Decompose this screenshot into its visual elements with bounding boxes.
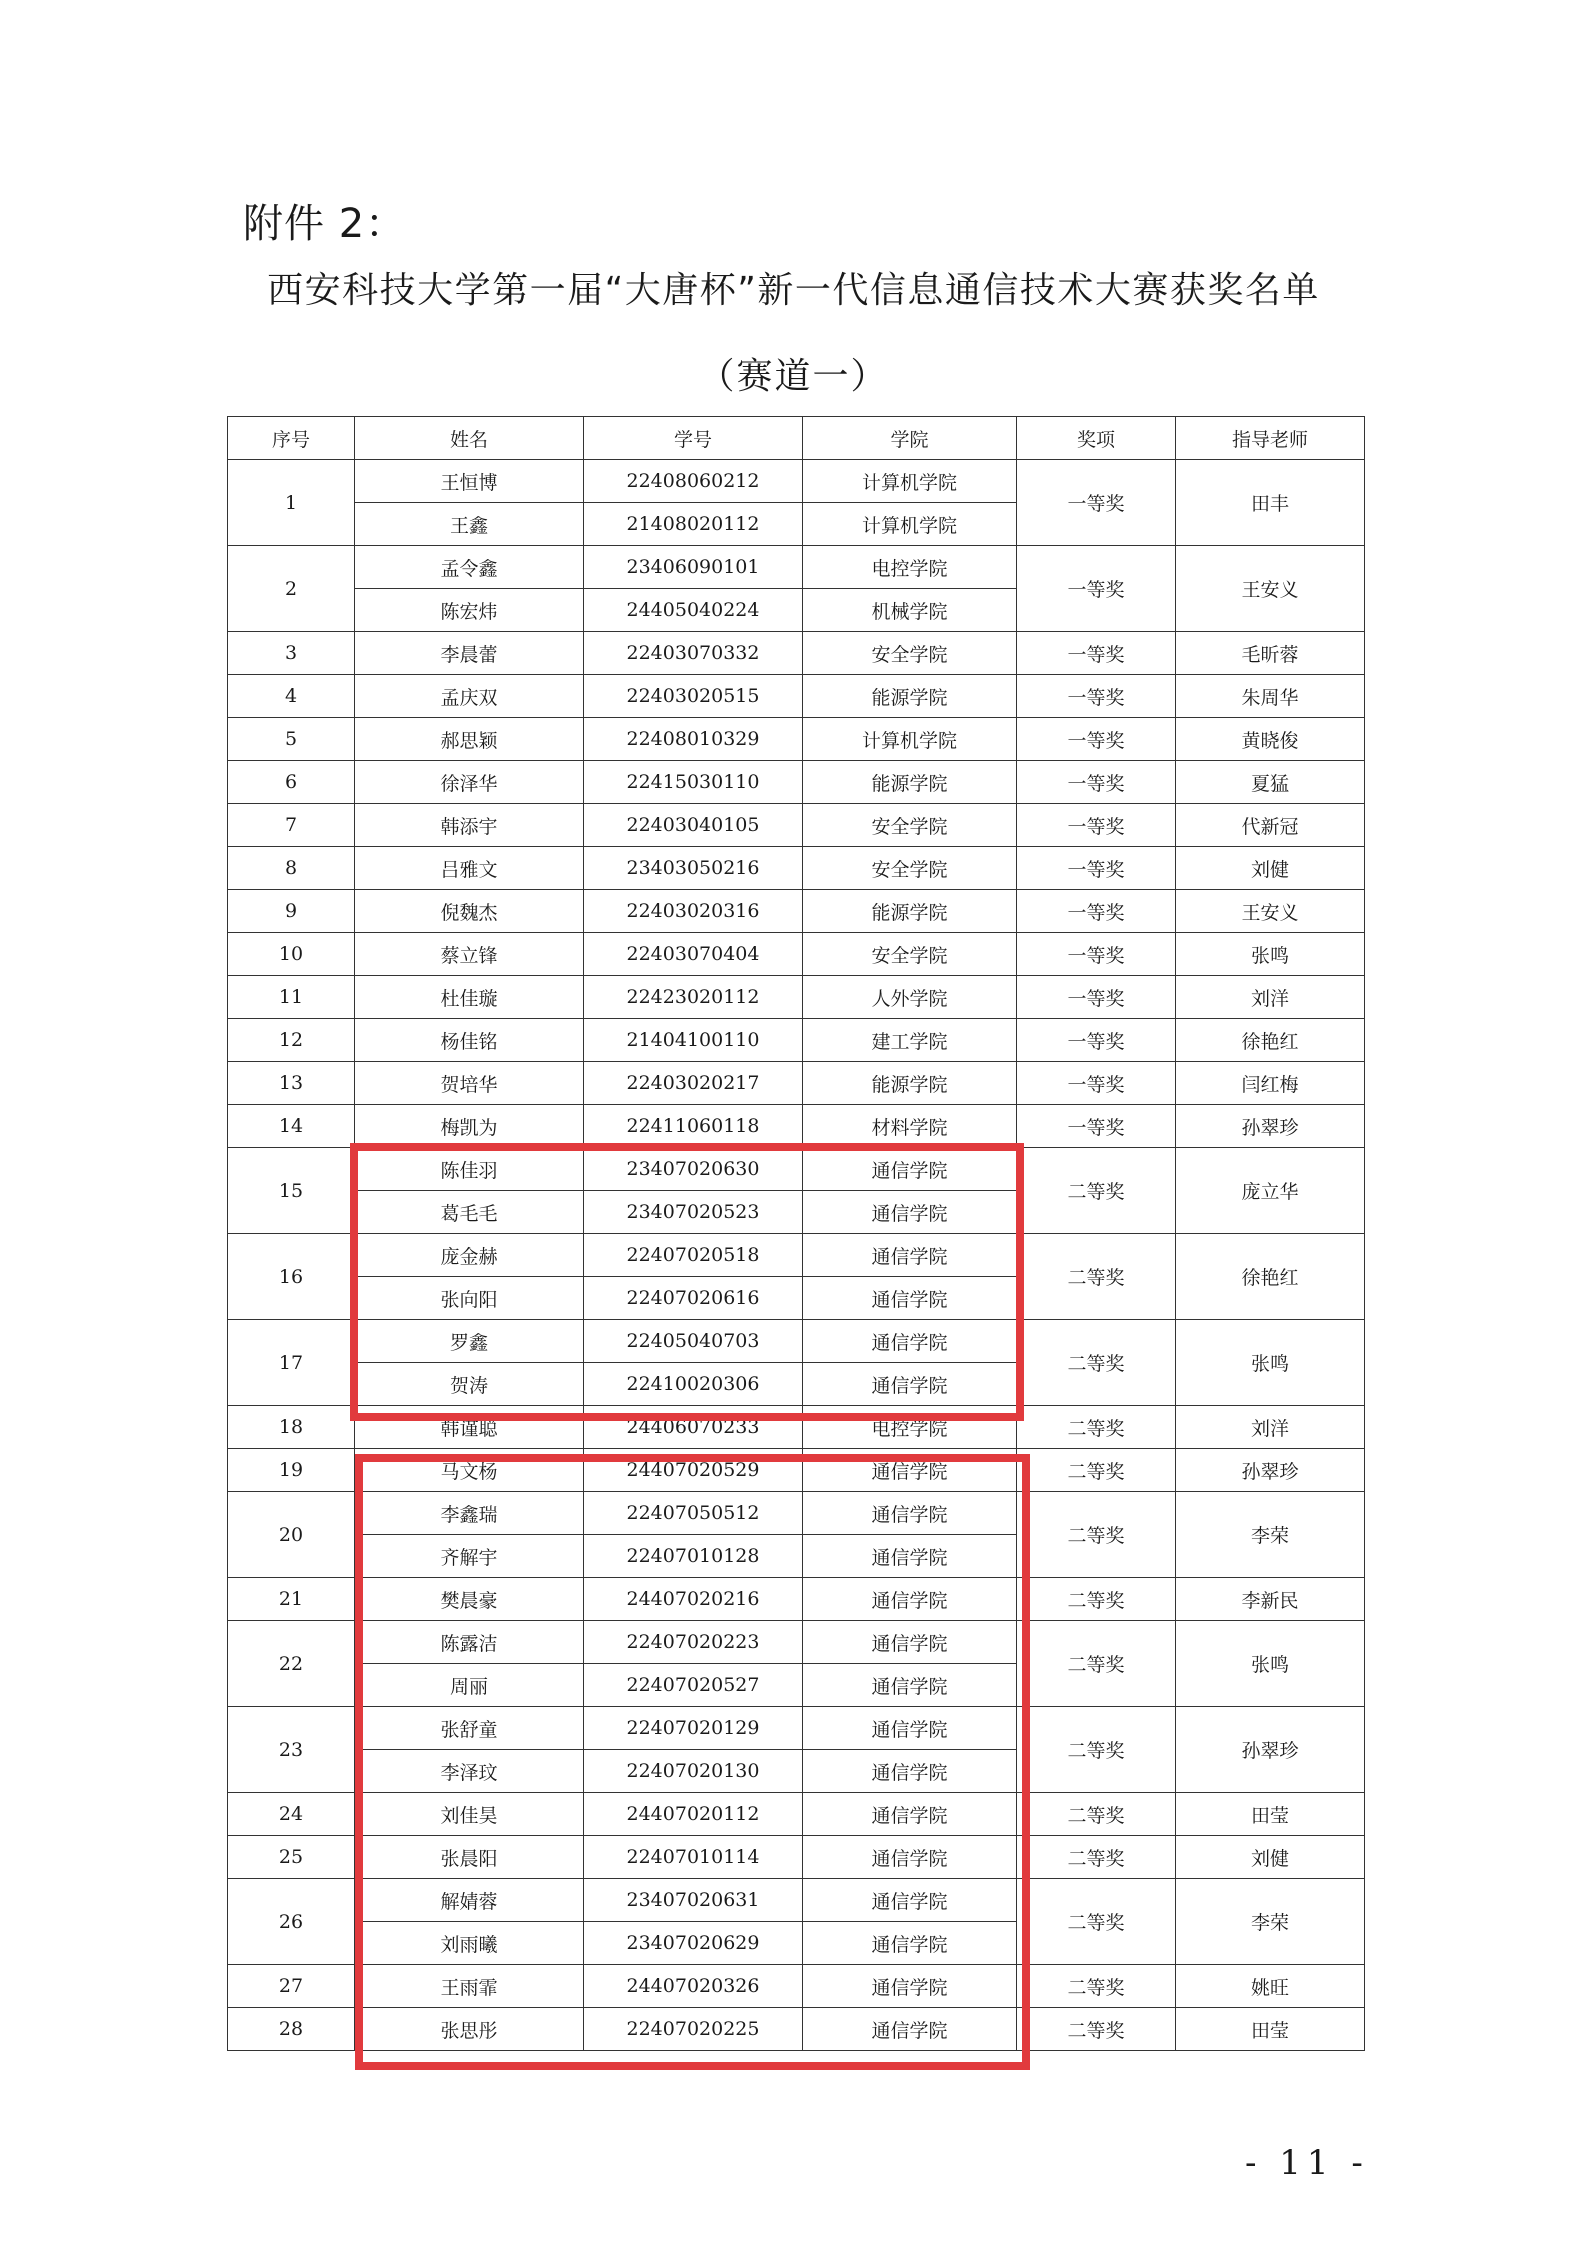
cell-college: 通信学院: [803, 1965, 1017, 2008]
cell-name: 王鑫: [355, 503, 584, 546]
table-row: [228, 1621, 1365, 1664]
cell-college: 通信学院: [803, 1234, 1017, 1277]
cell-award: 一等奖: [1017, 1019, 1176, 1062]
cell-college: 通信学院: [803, 1578, 1017, 1621]
cell-award: 二等奖: [1017, 1234, 1176, 1320]
table-row: [228, 718, 1365, 761]
cell-award: 一等奖: [1017, 890, 1176, 933]
cell-advisor: 代新冠: [1176, 804, 1365, 847]
cell-name: 陈佳羽: [355, 1148, 584, 1191]
cell-name: 郝思颖: [355, 718, 584, 761]
cell-award: 二等奖: [1017, 1406, 1176, 1449]
cell-name: 解婧蓉: [355, 1879, 584, 1922]
table-row: [228, 1492, 1365, 1535]
cell-student-id: 24407020216: [584, 1578, 803, 1621]
cell-no: 4: [228, 675, 355, 718]
cell-no: 9: [228, 890, 355, 933]
cell-award: 二等奖: [1017, 1965, 1176, 2008]
cell-award: 一等奖: [1017, 804, 1176, 847]
cell-award: 一等奖: [1017, 675, 1176, 718]
cell-award: 一等奖: [1017, 460, 1176, 546]
cell-name: 李泽玟: [355, 1750, 584, 1793]
cell-student-id: 22407020527: [584, 1664, 803, 1707]
cell-name: 罗鑫: [355, 1320, 584, 1363]
cell-student-id: 23407020629: [584, 1922, 803, 1965]
cell-college: 通信学院: [803, 1707, 1017, 1750]
cell-name: 王恒博: [355, 460, 584, 503]
cell-college: 通信学院: [803, 1664, 1017, 1707]
cell-student-id: 21404100110: [584, 1019, 803, 1062]
cell-advisor: 王安义: [1176, 546, 1365, 632]
cell-no: 21: [228, 1578, 355, 1621]
cell-college: 能源学院: [803, 675, 1017, 718]
header-advisor: 指导老师: [1176, 417, 1365, 460]
cell-advisor: 李荣: [1176, 1879, 1365, 1965]
cell-student-id: 22407020223: [584, 1621, 803, 1664]
table-row: [228, 2008, 1365, 2051]
cell-college: 通信学院: [803, 1363, 1017, 1406]
table-row: [228, 847, 1365, 890]
cell-name: 齐解宇: [355, 1535, 584, 1578]
cell-advisor: 朱周华: [1176, 675, 1365, 718]
table-row: [228, 1707, 1365, 1750]
cell-award: 二等奖: [1017, 1492, 1176, 1578]
table-body: [228, 460, 1365, 2051]
cell-name: 马文杨: [355, 1449, 584, 1492]
cell-no: 1: [228, 460, 355, 546]
header-student-id: 学号: [584, 417, 803, 460]
cell-name: 贺涛: [355, 1363, 584, 1406]
cell-award: 二等奖: [1017, 1621, 1176, 1707]
cell-name: 韩谨聪: [355, 1406, 584, 1449]
cell-college: 通信学院: [803, 1922, 1017, 1965]
table-row: [228, 675, 1365, 718]
cell-college: 通信学院: [803, 2008, 1017, 2051]
cell-no: 19: [228, 1449, 355, 1492]
table-row: [228, 1105, 1365, 1148]
table-row: [228, 1062, 1365, 1105]
cell-advisor: 刘健: [1176, 847, 1365, 890]
cell-student-id: 22408010329: [584, 718, 803, 761]
cell-advisor: 张鸣: [1176, 1621, 1365, 1707]
cell-award: 一等奖: [1017, 847, 1176, 890]
cell-name: 葛毛毛: [355, 1191, 584, 1234]
cell-college: 电控学院: [803, 546, 1017, 589]
cell-no: 8: [228, 847, 355, 890]
cell-name: 张思彤: [355, 2008, 584, 2051]
cell-no: 18: [228, 1406, 355, 1449]
cell-student-id: 22403020316: [584, 890, 803, 933]
cell-college: 电控学院: [803, 1406, 1017, 1449]
cell-college: 通信学院: [803, 1879, 1017, 1922]
cell-college: 通信学院: [803, 1836, 1017, 1879]
table-row: [228, 976, 1365, 1019]
cell-award: 一等奖: [1017, 976, 1176, 1019]
cell-advisor: 刘洋: [1176, 976, 1365, 1019]
cell-student-id: 22403040105: [584, 804, 803, 847]
cell-no: 23: [228, 1707, 355, 1793]
table-row: [228, 1234, 1365, 1277]
cell-name: 陈露洁: [355, 1621, 584, 1664]
cell-no: 13: [228, 1062, 355, 1105]
cell-student-id: 23403050216: [584, 847, 803, 890]
cell-no: 28: [228, 2008, 355, 2051]
cell-advisor: 刘健: [1176, 1836, 1365, 1879]
cell-award: 二等奖: [1017, 1879, 1176, 1965]
cell-advisor: 田莹: [1176, 1793, 1365, 1836]
cell-award: 一等奖: [1017, 933, 1176, 976]
table-row: [228, 546, 1365, 589]
table-row: [228, 1578, 1365, 1621]
cell-no: 25: [228, 1836, 355, 1879]
cell-student-id: 22407020129: [584, 1707, 803, 1750]
cell-student-id: 22407010128: [584, 1535, 803, 1578]
cell-college: 通信学院: [803, 1621, 1017, 1664]
header-award: 奖项: [1017, 417, 1176, 460]
cell-advisor: 徐艳红: [1176, 1019, 1365, 1062]
cell-no: 22: [228, 1621, 355, 1707]
table-row: [228, 460, 1365, 503]
cell-college: 计算机学院: [803, 718, 1017, 761]
cell-college: 通信学院: [803, 1492, 1017, 1535]
cell-no: 7: [228, 804, 355, 847]
cell-college: 能源学院: [803, 761, 1017, 804]
cell-name: 庞金赫: [355, 1234, 584, 1277]
cell-no: 24: [228, 1793, 355, 1836]
cell-college: 通信学院: [803, 1449, 1017, 1492]
cell-student-id: 23407020631: [584, 1879, 803, 1922]
cell-name: 徐泽华: [355, 761, 584, 804]
cell-advisor: 张鸣: [1176, 1320, 1365, 1406]
cell-advisor: 徐艳红: [1176, 1234, 1365, 1320]
cell-advisor: 王安义: [1176, 890, 1365, 933]
table-row: [228, 804, 1365, 847]
cell-no: 5: [228, 718, 355, 761]
cell-name: 倪魏杰: [355, 890, 584, 933]
cell-name: 杜佳璇: [355, 976, 584, 1019]
cell-award: 二等奖: [1017, 1793, 1176, 1836]
cell-no: 12: [228, 1019, 355, 1062]
cell-advisor: 李新民: [1176, 1578, 1365, 1621]
cell-student-id: 24407020529: [584, 1449, 803, 1492]
cell-student-id: 22403070332: [584, 632, 803, 675]
cell-advisor: 李荣: [1176, 1492, 1365, 1578]
cell-no: 27: [228, 1965, 355, 2008]
table-header-row: [228, 417, 1365, 460]
cell-advisor: 田莹: [1176, 2008, 1365, 2051]
cell-student-id: 22403020515: [584, 675, 803, 718]
cell-no: 17: [228, 1320, 355, 1406]
cell-college: 安全学院: [803, 632, 1017, 675]
header-no: 序号: [228, 417, 355, 460]
cell-award: 二等奖: [1017, 1320, 1176, 1406]
cell-name: 吕雅文: [355, 847, 584, 890]
cell-award: 一等奖: [1017, 546, 1176, 632]
cell-student-id: 23406090101: [584, 546, 803, 589]
cell-college: 建工学院: [803, 1019, 1017, 1062]
cell-name: 刘佳昊: [355, 1793, 584, 1836]
cell-award: 一等奖: [1017, 1062, 1176, 1105]
table-row: [228, 761, 1365, 804]
cell-no: 10: [228, 933, 355, 976]
cell-student-id: 22407020225: [584, 2008, 803, 2051]
cell-name: 孟庆双: [355, 675, 584, 718]
cell-college: 材料学院: [803, 1105, 1017, 1148]
cell-advisor: 孙翠珍: [1176, 1707, 1365, 1793]
cell-name: 韩添宇: [355, 804, 584, 847]
header-college: 学院: [803, 417, 1017, 460]
cell-award: 二等奖: [1017, 1836, 1176, 1879]
table-row: [228, 632, 1365, 675]
cell-college: 人外学院: [803, 976, 1017, 1019]
table-row: [228, 1148, 1365, 1191]
cell-student-id: 23407020630: [584, 1148, 803, 1191]
table-row: [228, 1836, 1365, 1879]
cell-student-id: 24407020112: [584, 1793, 803, 1836]
cell-student-id: 22405040703: [584, 1320, 803, 1363]
cell-student-id: 22407010114: [584, 1836, 803, 1879]
cell-college: 计算机学院: [803, 503, 1017, 546]
cell-student-id: 22407020616: [584, 1277, 803, 1320]
cell-college: 安全学院: [803, 933, 1017, 976]
cell-college: 通信学院: [803, 1320, 1017, 1363]
cell-name: 周丽: [355, 1664, 584, 1707]
table-row: [228, 890, 1365, 933]
cell-college: 能源学院: [803, 1062, 1017, 1105]
cell-student-id: 22407020518: [584, 1234, 803, 1277]
table-row: [228, 1793, 1365, 1836]
cell-advisor: 闫红梅: [1176, 1062, 1365, 1105]
cell-college: 计算机学院: [803, 460, 1017, 503]
cell-student-id: 24405040224: [584, 589, 803, 632]
cell-student-id: 22415030110: [584, 761, 803, 804]
cell-student-id: 23407020523: [584, 1191, 803, 1234]
table-row: [228, 1965, 1365, 2008]
table-row: [228, 1879, 1365, 1922]
cell-advisor: 夏猛: [1176, 761, 1365, 804]
cell-no: 11: [228, 976, 355, 1019]
cell-name: 李晨蕾: [355, 632, 584, 675]
cell-college: 通信学院: [803, 1191, 1017, 1234]
cell-name: 刘雨曦: [355, 1922, 584, 1965]
cell-name: 张晨阳: [355, 1836, 584, 1879]
cell-award: 二等奖: [1017, 1449, 1176, 1492]
cell-name: 梅凯为: [355, 1105, 584, 1148]
cell-college: 通信学院: [803, 1535, 1017, 1578]
cell-name: 陈宏炜: [355, 589, 584, 632]
cell-advisor: 黄晓俊: [1176, 718, 1365, 761]
cell-student-id: 22411060118: [584, 1105, 803, 1148]
award-table: [227, 416, 1365, 2051]
cell-name: 蔡立锋: [355, 933, 584, 976]
cell-award: 二等奖: [1017, 2008, 1176, 2051]
cell-award: 一等奖: [1017, 1105, 1176, 1148]
cell-college: 能源学院: [803, 890, 1017, 933]
document-title: 西安科技大学第一届“大唐杯”新一代信息通信技术大赛获奖名单: [267, 270, 1320, 311]
cell-no: 26: [228, 1879, 355, 1965]
cell-student-id: 22410020306: [584, 1363, 803, 1406]
cell-no: 6: [228, 761, 355, 804]
cell-award: 一等奖: [1017, 761, 1176, 804]
cell-college: 安全学院: [803, 847, 1017, 890]
cell-advisor: 庞立华: [1176, 1148, 1365, 1234]
cell-student-id: 22403070404: [584, 933, 803, 976]
cell-college: 通信学院: [803, 1277, 1017, 1320]
cell-name: 王雨霏: [355, 1965, 584, 2008]
cell-student-id: 24406070233: [584, 1406, 803, 1449]
cell-advisor: 姚旺: [1176, 1965, 1365, 2008]
cell-name: 杨佳铭: [355, 1019, 584, 1062]
cell-name: 张舒童: [355, 1707, 584, 1750]
cell-advisor: 张鸣: [1176, 933, 1365, 976]
cell-no: 14: [228, 1105, 355, 1148]
cell-no: 20: [228, 1492, 355, 1578]
cell-name: 樊晨豪: [355, 1578, 584, 1621]
table-row: [228, 1320, 1365, 1363]
cell-college: 通信学院: [803, 1148, 1017, 1191]
cell-student-id: 22403020217: [584, 1062, 803, 1105]
table-row: [228, 1406, 1365, 1449]
cell-college: 机械学院: [803, 589, 1017, 632]
cell-award: 二等奖: [1017, 1148, 1176, 1234]
table-row: [228, 933, 1365, 976]
cell-no: 3: [228, 632, 355, 675]
cell-advisor: 孙翠珍: [1176, 1449, 1365, 1492]
cell-name: 孟令鑫: [355, 546, 584, 589]
cell-no: 16: [228, 1234, 355, 1320]
cell-award: 二等奖: [1017, 1578, 1176, 1621]
table-row: [228, 1019, 1365, 1062]
cell-student-id: 22408060212: [584, 460, 803, 503]
cell-name: 张向阳: [355, 1277, 584, 1320]
cell-advisor: 毛昕蓉: [1176, 632, 1365, 675]
cell-college: 安全学院: [803, 804, 1017, 847]
table-row: [228, 1449, 1365, 1492]
cell-college: 通信学院: [803, 1793, 1017, 1836]
cell-student-id: 22407050512: [584, 1492, 803, 1535]
cell-name: 贺培华: [355, 1062, 584, 1105]
cell-advisor: 刘洋: [1176, 1406, 1365, 1449]
page-number: - 11 -: [1245, 2143, 1369, 2183]
header-name: 姓名: [355, 417, 584, 460]
document-subtitle: （赛道一）: [698, 356, 889, 397]
cell-college: 通信学院: [803, 1750, 1017, 1793]
cell-no: 15: [228, 1148, 355, 1234]
cell-award: 一等奖: [1017, 718, 1176, 761]
cell-student-id: 21408020112: [584, 503, 803, 546]
cell-advisor: 孙翠珍: [1176, 1105, 1365, 1148]
attachment-label: 附件 2：: [243, 201, 407, 247]
cell-no: 2: [228, 546, 355, 632]
cell-student-id: 22407020130: [584, 1750, 803, 1793]
cell-award: 一等奖: [1017, 632, 1176, 675]
cell-student-id: 24407020326: [584, 1965, 803, 2008]
cell-student-id: 22423020112: [584, 976, 803, 1019]
cell-advisor: 田丰: [1176, 460, 1365, 546]
cell-name: 李鑫瑞: [355, 1492, 584, 1535]
cell-award: 二等奖: [1017, 1707, 1176, 1793]
